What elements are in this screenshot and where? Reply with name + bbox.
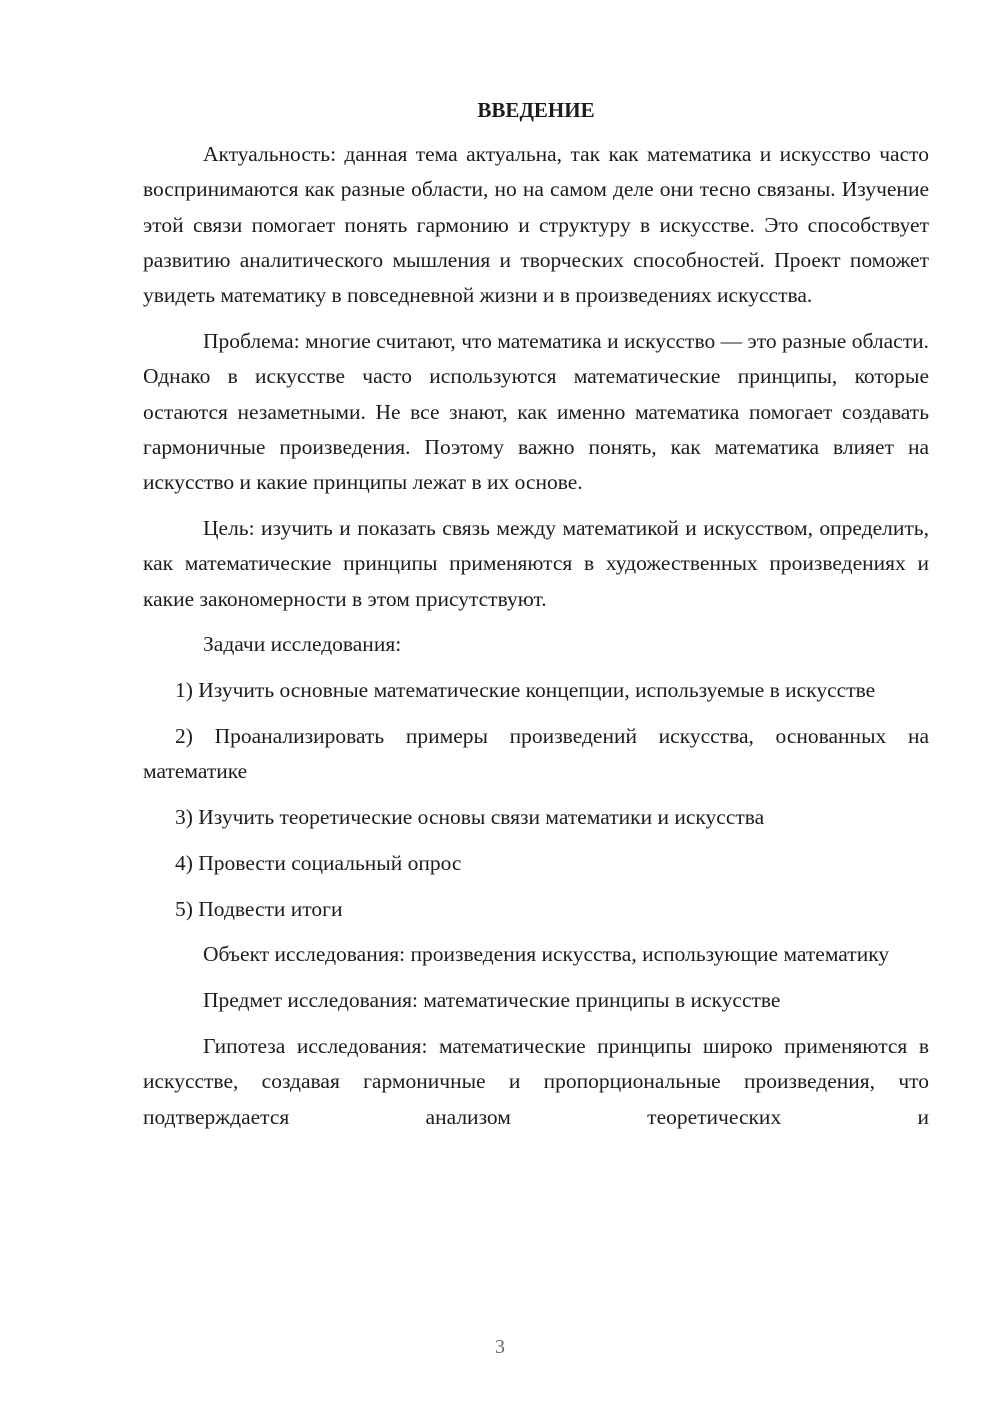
task-item-4: 4) Провести социальный опрос xyxy=(175,850,462,875)
paragraph-problem: Проблема: многие считают, что математика и искусство — это разные области. Однако в искусстве часто используются математические принципы, которые остаются незаметными. Не все знают, как именно математика помогает создавать гармоничные произведения. Поэтому важно понять, как математика влияет на искусство и какие принципы лежат в их основе. xyxy=(143,328,929,495)
tasks-heading: Задачи исследования: xyxy=(203,632,402,657)
page-number: 3 xyxy=(495,1336,505,1358)
paragraph-hypothesis: Гипотеза исследования: математические принципы широко применяются в искусстве, создавая гармоничные и пропорциональные произведения, что подтверждается анализом теоретических и xyxy=(143,1034,929,1129)
task-item-5: 5) Подвести итоги xyxy=(175,896,343,921)
page-content xyxy=(143,93,929,1135)
task-item-1: 1) Изучить основные математические концепции, используемые в искусстве xyxy=(175,678,876,703)
paragraph-subject: Предмет исследования: математические принципы в искусстве xyxy=(203,988,781,1013)
task-item-3: 3) Изучить теоретические основы связи математики и искусства xyxy=(175,805,765,830)
paragraph-object: Объект исследования: произведения искусства, использующие математику xyxy=(203,942,890,967)
paragraph-goal: Цель: изучить и показать связь между математикой и искусством, определить, как математические принципы применяются в художественных произведениях и какие закономерности в этом присутствуют. xyxy=(143,515,929,611)
paragraph-relevance: Актуальность: данная тема актуальна, так как математика и искусство часто воспринимаются как разные области, но на самом деле они тесно связаны. Изучение этой связи помогает понять гармонию и структуру в искусстве. Это способствует развитию аналитического мышления и творческих способностей. Проект поможет увидеть математику в повседневной жизни и в произведениях искусства. xyxy=(143,142,929,308)
page-title: ВВЕДЕНИЕ xyxy=(477,98,595,122)
task-item-2: 2) Проанализировать примеры произведений искусства, основанных на математике xyxy=(143,723,929,784)
